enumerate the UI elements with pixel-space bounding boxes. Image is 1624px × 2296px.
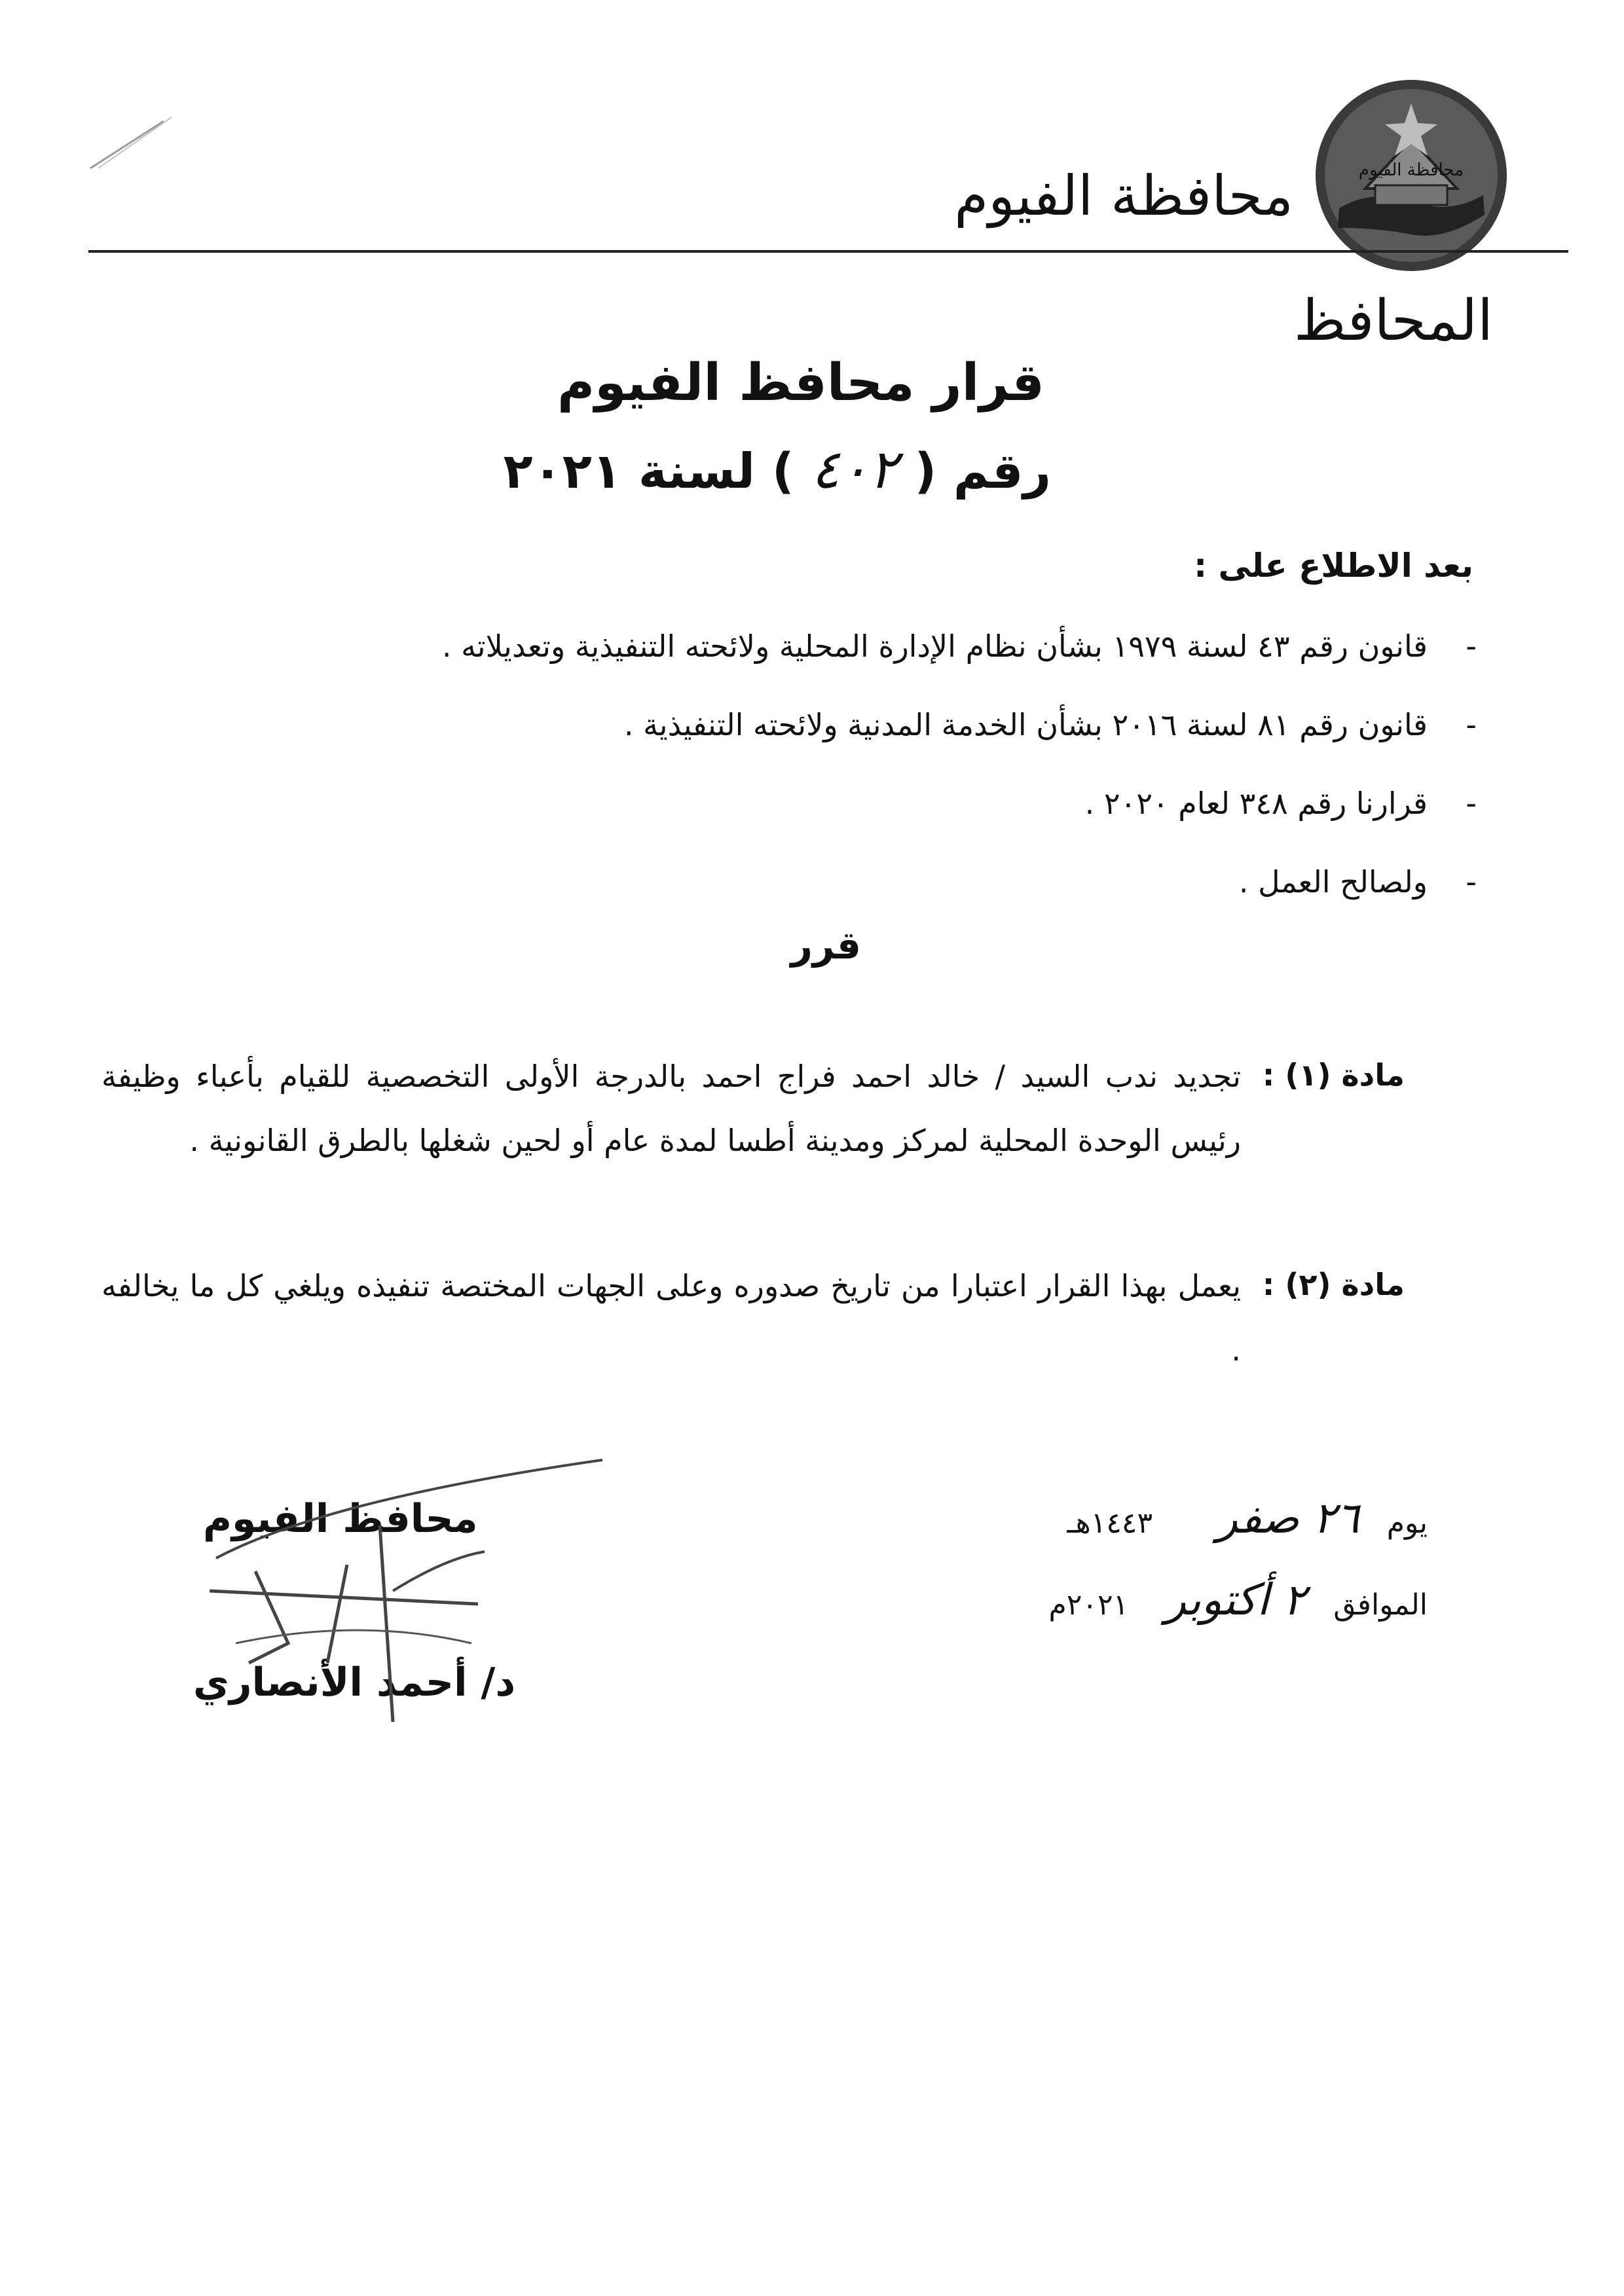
reference-item: قانون رقم ٤٣ لسنة ١٩٧٩ بشأن نظام الإدارة المحلية ولائحته التنفيذية وتعديلاته . xyxy=(441,629,1428,664)
hijri-day-month: ٢٦ صفر xyxy=(1217,1493,1359,1543)
reference-item: ولصالح العمل . xyxy=(1238,864,1428,900)
organization-name: محافظة الفيوم xyxy=(954,164,1293,228)
decision-title: قرار محافظ الفيوم xyxy=(557,354,1044,412)
scan-mark xyxy=(85,108,177,173)
hijri-date-line xyxy=(1067,1493,1428,1543)
decided-heading: قرر xyxy=(790,923,861,968)
article-2-label: مادة (٢) : xyxy=(1262,1267,1405,1302)
decision-number-prefix: رقم ( xyxy=(914,443,1051,500)
reference-item: قانون رقم ٨١ لسنة ٢٠١٦ بشأن الخدمة المدنية ولائحته التنفيذية . xyxy=(623,707,1428,742)
reference-dash: - xyxy=(1466,707,1477,742)
reference-dash: - xyxy=(1466,786,1477,821)
signatory-title: محافظ الفيوم xyxy=(203,1496,478,1542)
day-label: يوم xyxy=(1386,1506,1428,1540)
decision-number-suffix: ) لسنة ٢٠٢١ xyxy=(503,443,794,500)
gregorian-day-month: ٢ أكتوبر xyxy=(1165,1575,1306,1625)
article-2-text: يعمل بهذا القرار اعتبارا من تاريخ صدوره وعلى الجهات المختصة تنفيذه ويلغي كل ما يخالفه . xyxy=(101,1268,1241,1368)
office-label: المحافظ xyxy=(1293,288,1493,354)
handwritten-signature-icon xyxy=(196,1447,616,1728)
preamble-heading: بعد الاطلاع على : xyxy=(1194,547,1473,585)
seal-text: محافظة الفيوم xyxy=(1358,160,1464,180)
header-divider xyxy=(88,250,1568,253)
hijri-year: ١٤٤٣هـ xyxy=(1067,1506,1153,1540)
decision-number: ٤٠٢ xyxy=(811,439,898,501)
corresponding-label: الموافق xyxy=(1333,1588,1428,1622)
reference-dash: - xyxy=(1466,629,1477,664)
reference-item: قرارنا رقم ٣٤٨ لعام ٢٠٢٠ . xyxy=(1084,786,1428,821)
governorate-seal-icon xyxy=(1313,77,1509,274)
reference-dash: - xyxy=(1466,864,1477,900)
gregorian-year: ٢٠٢١م xyxy=(1048,1588,1129,1622)
article-1-text: تجديد ندب السيد / خالد احمد فراج احمد بالدرجة الأولى التخصصية للقيام بأعباء وظيفة رئيس الوحدة المحلية لمركز ومدينة أطسا لمدة عام أو لحين شغلها بالطرق القانونية . xyxy=(101,1059,1241,1158)
gregorian-date-line xyxy=(1049,1575,1428,1625)
signatory-name: د/ أحمد الأنصاري xyxy=(193,1660,516,1705)
article-1-label: مادة (١) : xyxy=(1262,1057,1405,1093)
decision-number-line xyxy=(503,439,1051,501)
